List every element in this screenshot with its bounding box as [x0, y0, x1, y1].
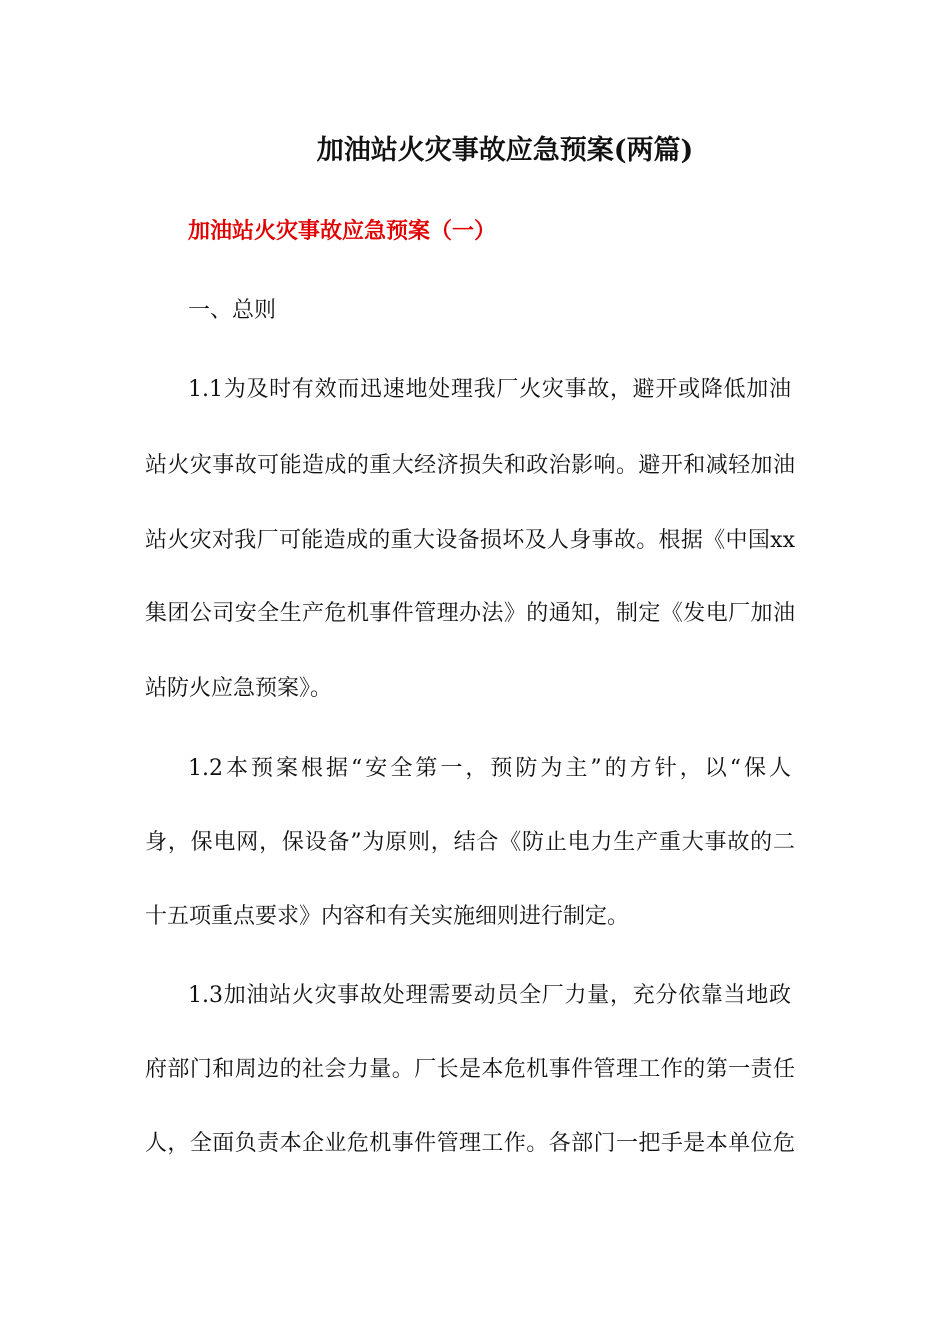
paragraph-line: 1.1为及时有效而迅速地处理我厂火灾事故，避开或降低加油: [188, 377, 791, 402]
paragraph-line: 身，保电网，保设备”为原则，结合《防止电力生产重大事故的二: [145, 830, 795, 855]
paragraph-line: 府部门和周边的社会力量。厂长是本危机事件管理工作的第一责任: [145, 1057, 795, 1082]
paragraph-line: 集团公司安全生产危机事件管理办法》的通知，制定《发电厂加油: [145, 601, 795, 626]
document-title: 加油站火灾事故应急预案(两篇): [316, 135, 694, 166]
section-heading: 一、总则: [188, 298, 277, 323]
paragraph-line: 1.2本预案根据“安全第一，预防为主”的方针，以“保人: [188, 756, 791, 781]
paragraph-line: 1.3加油站火灾事故处理需要动员全厂力量，充分依靠当地政: [188, 983, 791, 1008]
paragraph-line: 站火灾对我厂可能造成的重大设备损坏及人身事故。根据《中国xx: [145, 528, 795, 553]
section-subtitle: 加油站火灾事故应急预案（一）: [188, 219, 497, 244]
paragraph-line: 人，全面负责本企业危机事件管理工作。各部门一把手是本单位危: [145, 1131, 795, 1156]
paragraph-line: 站火灾事故可能造成的重大经济损失和政治影响。避开和减轻加油: [145, 453, 795, 478]
paragraph-line: 十五项重点要求》内容和有关实施细则进行制定。: [145, 904, 630, 929]
paragraph-line: 站防火应急预案》。: [145, 676, 333, 701]
